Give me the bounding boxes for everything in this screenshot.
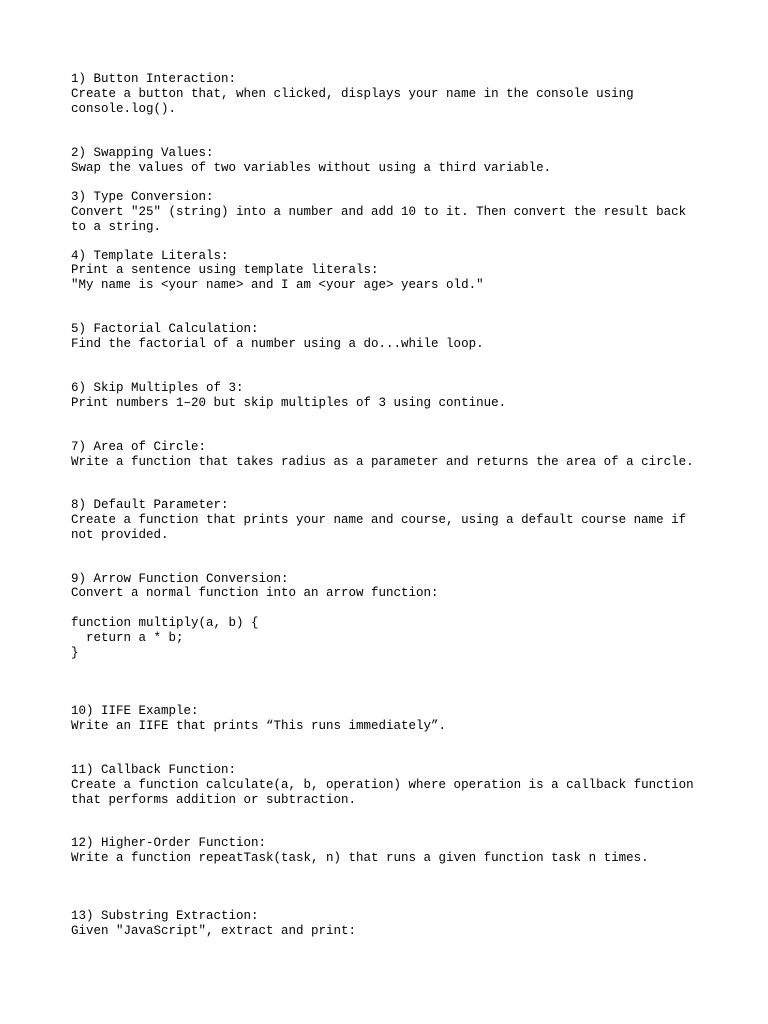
exercise-5-title: 5) Factorial Calculation: [71,322,259,336]
exercise-11-text: Create a function calculate(a, b, operation) where operation is a callback function [71,778,694,792]
exercise-7-text: Write a function that takes radius as a parameter and returns the area of a circle. [71,455,694,469]
exercise-2-text: Swap the values of two variables without using a third variable. [71,161,552,175]
exercise-10-title: 10) IIFE Example: [71,704,199,718]
exercise-11-title: 11) Callback Function: [71,763,237,777]
exercise-6-text: Print numbers 1–20 but skip multiples of 3 using continue. [71,396,507,410]
exercise-13-text: Given "JavaScript", extract and print: [71,924,357,938]
exercise-1-title: 1) Button Interaction: [71,72,237,86]
code-line: return a * b; [86,631,184,645]
exercise-12-text: Write a function repeatTask(task, n) that runs a given function task n times. [71,851,649,865]
exercise-10-text: Write an IIFE that prints “This runs immediately”. [71,719,447,733]
exercise-4-text: Print a sentence using template literals: [71,263,379,277]
exercise-11-text: that performs addition or subtraction. [71,793,357,807]
exercise-12-title: 12) Higher-Order Function: [71,836,267,850]
exercise-13-title: 13) Substring Extraction: [71,909,259,923]
exercise-9-text: Convert a normal function into an arrow function: [71,586,439,600]
exercise-3-title: 3) Type Conversion: [71,190,214,204]
code-line: function multiply(a, b) { [71,616,259,630]
exercise-8-title: 8) Default Parameter: [71,498,229,512]
exercise-3-text: to a string. [71,220,162,234]
code-line: } [71,646,79,660]
exercise-1-text: Create a button that, when clicked, displays your name in the console using [71,87,634,101]
exercise-4-title: 4) Template Literals: [71,249,229,263]
exercise-6-title: 6) Skip Multiples of 3: [71,381,244,395]
exercise-5-text: Find the factorial of a number using a do...while loop. [71,337,484,351]
exercise-3-text: Convert "25" (string) into a number and add 10 to it. Then convert the result back [71,205,687,219]
exercise-7-title: 7) Area of Circle: [71,440,207,454]
exercise-8-text: Create a function that prints your name and course, using a default course name if [71,513,687,527]
exercise-2-title: 2) Swapping Values: [71,146,214,160]
exercise-8-text: not provided. [71,528,169,542]
exercise-9-title: 9) Arrow Function Conversion: [71,572,289,586]
exercise-1-text: console.log(). [71,102,177,116]
exercise-4-text: "My name is <your name> and I am <your age> years old." [71,278,484,292]
